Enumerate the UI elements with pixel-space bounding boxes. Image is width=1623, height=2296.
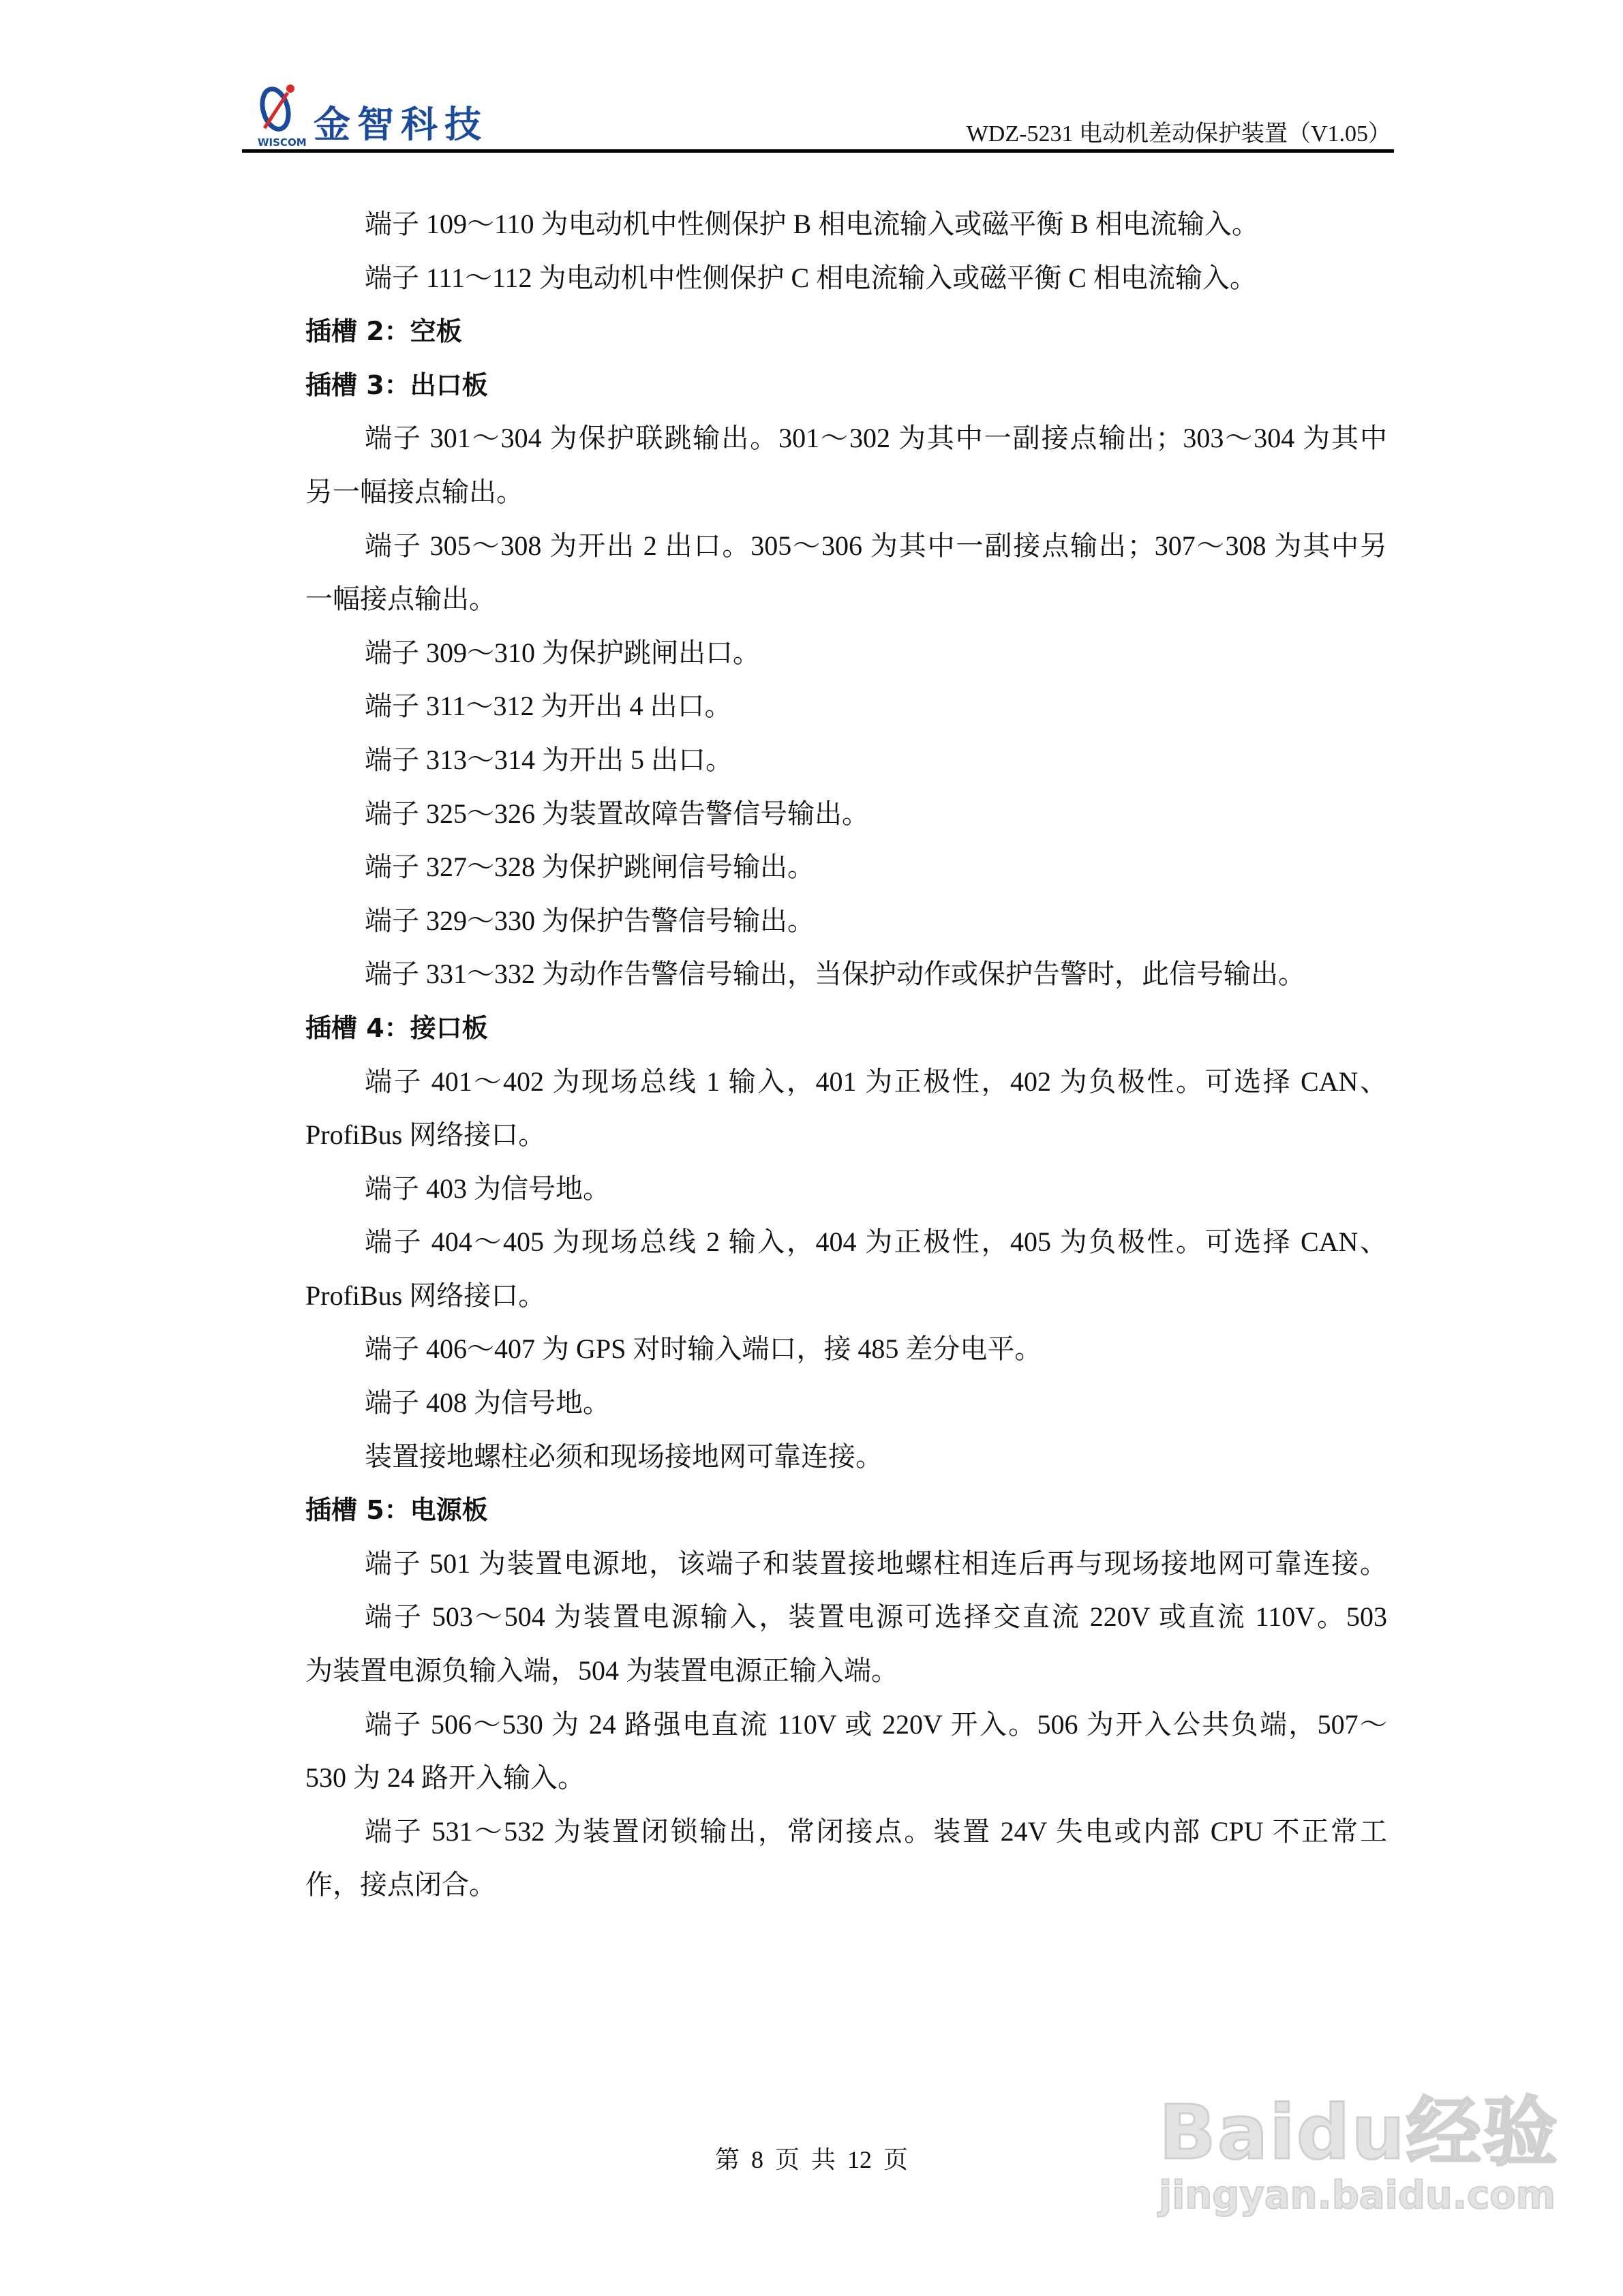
header-rule	[242, 149, 1394, 153]
paragraph-line: 端子 503～504 为装置电源输入，装置电源可选择交直流 220V 或直流 110V。503	[365, 1601, 1387, 1633]
paragraph-line: 端子 401～402 为现场总线 1 输入，401 为正极性，402 为负极性。可选择 CAN、	[365, 1066, 1387, 1097]
paragraph-line: ProfiBus 网络接口。	[305, 1119, 546, 1151]
paragraph-line: 端子 301～304 为保护联跳输出。301～302 为其中一副接点输出；303～304 为其中	[365, 423, 1387, 454]
paragraph-line: 端子 406～407 为 GPS 对时输入端口，接 485 差分电平。	[365, 1333, 1042, 1365]
paragraph-line: 端子 305～308 为开出 2 出口。305～306 为其中一副接点输出；307～308 为其中另	[365, 530, 1387, 561]
section-heading: 插槽 3：出口板	[305, 369, 488, 400]
page-number: 第 8 页 共 12 页	[714, 2146, 908, 2173]
paragraph-line: 端子 309～310 为保护跳闸出口。	[365, 637, 760, 668]
document-title: WDZ-5231 电动机差动保护装置（V1.05）	[966, 121, 1391, 147]
section-heading: 插槽 2：空板	[305, 316, 462, 347]
paragraph-line: 作，接点闭合。	[305, 1869, 496, 1901]
section-heading: 插槽 4：接口板	[305, 1012, 488, 1043]
baidu-watermark	[1159, 2072, 1559, 2218]
paragraph-line: 端子 311～312 为开出 4 出口。	[365, 691, 732, 722]
section-heading: 插槽 5：电源板	[305, 1495, 488, 1526]
paragraph-line: 530 为 24 路开入输入。	[305, 1762, 585, 1794]
paragraph-line: 端子 325～326 为装置故障告警信号输出。	[365, 798, 869, 829]
paragraph-line: 端子 329～330 为保护告警信号输出。	[365, 905, 815, 936]
paragraph-line: 端子 501 为装置电源地，该端子和装置接地螺柱相连后再与现场接地网可靠连接。	[365, 1547, 1387, 1579]
company-logo	[245, 76, 491, 151]
document-body	[305, 198, 1387, 1912]
paragraph-line: 装置接地螺柱必须和现场接地网可靠连接。	[365, 1440, 883, 1472]
paragraph-line: 一幅接点输出。	[305, 584, 496, 615]
paragraph-line: 端子 531～532 为装置闭锁输出，常闭接点。装置 24V 失电或内部 CPU 不正常工	[365, 1815, 1387, 1847]
paragraph-line: 端子 408 为信号地。	[365, 1387, 610, 1419]
paragraph-line: 为装置电源负输入端，504 为装置电源正输入端。	[305, 1655, 898, 1687]
paragraph-line: 端子 506～530 为 24 路强电直流 110V 或 220V 开入。506 为开入公共负端，507～	[365, 1708, 1387, 1740]
paragraph-line: ProfiBus 网络接口。	[305, 1280, 546, 1311]
paragraph-line: 端子 109～110 为电动机中性侧保护 B 相电流输入或磁平衡 B 相电流输入。	[365, 209, 1259, 239]
logo-subtext: WISCOM	[258, 136, 307, 149]
wiscom-logo-icon	[258, 80, 299, 135]
paragraph-line: 端子 313～314 为开出 5 出口。	[365, 744, 733, 775]
watermark-brand: Baidu经验	[1159, 2089, 1559, 2176]
paragraph-line: 端子 111～112 为电动机中性侧保护 C 相电流输入或磁平衡 C 相电流输入。	[365, 262, 1257, 293]
paragraph-line: 端子 327～328 为保护跳闸信号输出。	[365, 851, 815, 883]
watermark-url: jingyan.baidu.com	[1159, 2173, 1556, 2218]
paragraph-line: 另一幅接点输出。	[305, 476, 524, 507]
paragraph-line: 端子 331～332 为动作告警信号输出，当保护动作或保护告警时，此信号输出。	[365, 958, 1305, 990]
paragraph-line: 端子 404～405 为现场总线 2 输入，404 为正极性，405 为负极性。可选择 CAN、	[365, 1226, 1387, 1258]
logo-text: 金智科技	[314, 103, 488, 146]
paragraph-line: 端子 403 为信号地。	[365, 1173, 610, 1204]
